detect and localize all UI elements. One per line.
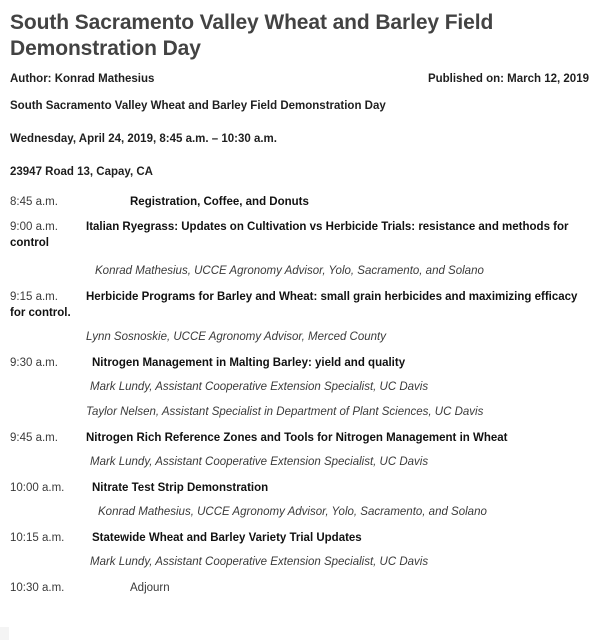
agenda-title: Nitrogen Management in Malting Barley: yield and quality [92, 357, 406, 369]
agenda-speaker: Lynn Sosnoskie, UCCE Agronomy Advisor, Merced County [86, 331, 386, 343]
agenda-item [10, 430, 591, 470]
agenda-row [10, 480, 591, 496]
agenda-time: 10:00 a.m. [10, 482, 65, 494]
event-address: 23947 Road 13, Capay, CA [10, 166, 153, 178]
agenda-time: 10:30 a.m. [10, 582, 65, 594]
agenda-time: 9:30 a.m. [10, 357, 58, 369]
event-datetime: Wednesday, April 24, 2019, 8:45 a.m. – 10:30 a.m. [10, 133, 277, 145]
agenda-title: Herbicide Programs for Barley and Wheat: small grain herbicides and maximizing efficacy for control. [10, 291, 578, 319]
agenda-item [10, 289, 591, 345]
agenda-item [10, 194, 591, 210]
agenda-speaker: Konrad Mathesius, UCCE Agronomy Advisor, Yolo, Sacramento, and Solano [98, 506, 487, 518]
agenda-row [10, 289, 591, 321]
agenda-list [0, 194, 601, 596]
event-summary [0, 99, 601, 179]
agenda-speaker: Mark Lundy, Assistant Cooperative Extension Specialist, UC Davis [90, 456, 429, 468]
agenda-row [10, 219, 591, 251]
agenda-item [10, 530, 591, 570]
agenda-title: Statewide Wheat and Barley Variety Trial Updates [92, 532, 362, 544]
published-date-label: Published on: March 12, 2019 [427, 73, 589, 85]
agenda-title: Nitrogen Rich Reference Zones and Tools for Nitrogen Management in Wheat [86, 432, 508, 444]
agenda-row [10, 430, 591, 446]
agenda-speaker: Mark Lundy, Assistant Cooperative Extension Specialist, UC Davis [90, 556, 429, 568]
agenda-time: 10:15 a.m. [10, 532, 65, 544]
agenda-speaker: Taylor Nelsen, Assistant Specialist in Department of Plant Sciences, UC Davis [86, 406, 484, 418]
agenda-title: Registration, Coffee, and Donuts [130, 196, 309, 208]
agenda-row [10, 194, 591, 210]
event-name: South Sacramento Valley Wheat and Barley Field Demonstration Day [10, 100, 386, 112]
agenda-time: 9:45 a.m. [10, 432, 58, 444]
agenda-row [10, 530, 591, 546]
page-corner-mark [0, 627, 9, 640]
agenda-speaker: Mark Lundy, Assistant Cooperative Extension Specialist, UC Davis [90, 381, 429, 393]
page-title: South Sacramento Valley Wheat and Barley Field Demonstration Day [10, 11, 494, 60]
agenda-title: Nitrate Test Strip Demonstration [92, 482, 269, 494]
agenda-title: Adjourn [130, 582, 170, 594]
agenda-item [10, 355, 591, 420]
agenda-row [10, 580, 591, 596]
agenda-time: 9:15 a.m. [10, 291, 58, 303]
agenda-item [10, 480, 591, 520]
agenda-row [10, 355, 591, 371]
agenda-item [10, 219, 591, 279]
agenda-speaker: Konrad Mathesius, UCCE Agronomy Advisor, Yolo, Sacramento, and Solano [95, 265, 484, 277]
agenda-time: 9:00 a.m. [10, 221, 58, 233]
author-label: Author: Konrad Mathesius [10, 73, 155, 85]
agenda-title: Italian Ryegrass: Updates on Cultivation vs Herbicide Trials: resistance and methods for control [10, 221, 569, 249]
agenda-item [10, 580, 591, 596]
document-meta [0, 62, 601, 85]
agenda-time: 8:45 a.m. [10, 196, 58, 208]
